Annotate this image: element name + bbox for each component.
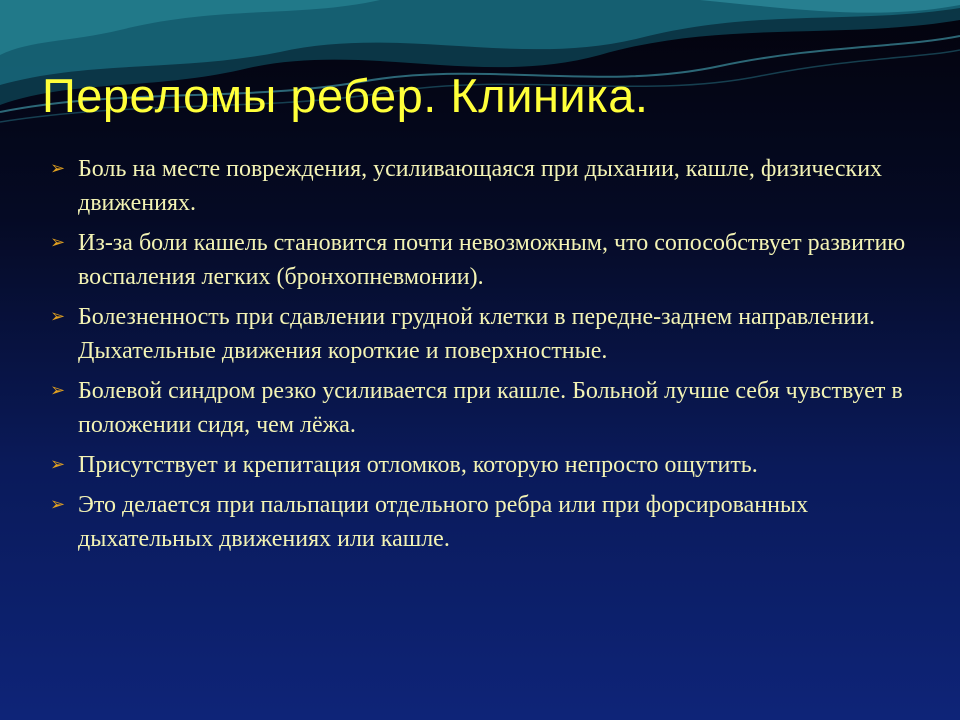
bullet-item: [50, 448, 910, 482]
arrow-bullet-icon: ➢: [50, 494, 66, 515]
arrow-bullet-icon: ➢: [50, 380, 66, 401]
bullet-text: Болезненность при сдавлении грудной клетки в передне-заднем направлении. Дыхательные движения короткие и поверхностные.: [78, 304, 876, 364]
slide-title: Переломы ребер. Клиника.: [42, 69, 649, 122]
arrow-bullet-icon: ➢: [50, 232, 66, 253]
bullet-text: Это делается при пальпации отдельного ребра или при форсированных дыхательных движениях или кашле.: [78, 492, 809, 552]
bullet-text: Из-за боли кашель становится почти невозможным, что сопособствует развитию воспаления легких (бронхопневмонии).: [78, 230, 906, 290]
bullet-item: [50, 300, 910, 368]
bullet-text: Присутствует и крепитация отломков, которую непросто ощутить.: [78, 452, 758, 478]
bullet-item: [50, 226, 910, 294]
arrow-bullet-icon: ➢: [50, 454, 66, 475]
bullet-text: Боль на месте повреждения, усиливающаяся при дыхании, кашле, физических движениях.: [78, 156, 883, 216]
bullet-list: [50, 152, 910, 562]
bullet-item: [50, 374, 910, 442]
bullet-item: [50, 152, 910, 220]
bullet-text: Болевой синдром резко усиливается при кашле. Больной лучше себя чувствует в положении сидя, чем лёжа.: [78, 378, 903, 438]
arrow-bullet-icon: ➢: [50, 158, 66, 179]
arrow-bullet-icon: ➢: [50, 306, 66, 327]
bullet-item: [50, 488, 910, 556]
